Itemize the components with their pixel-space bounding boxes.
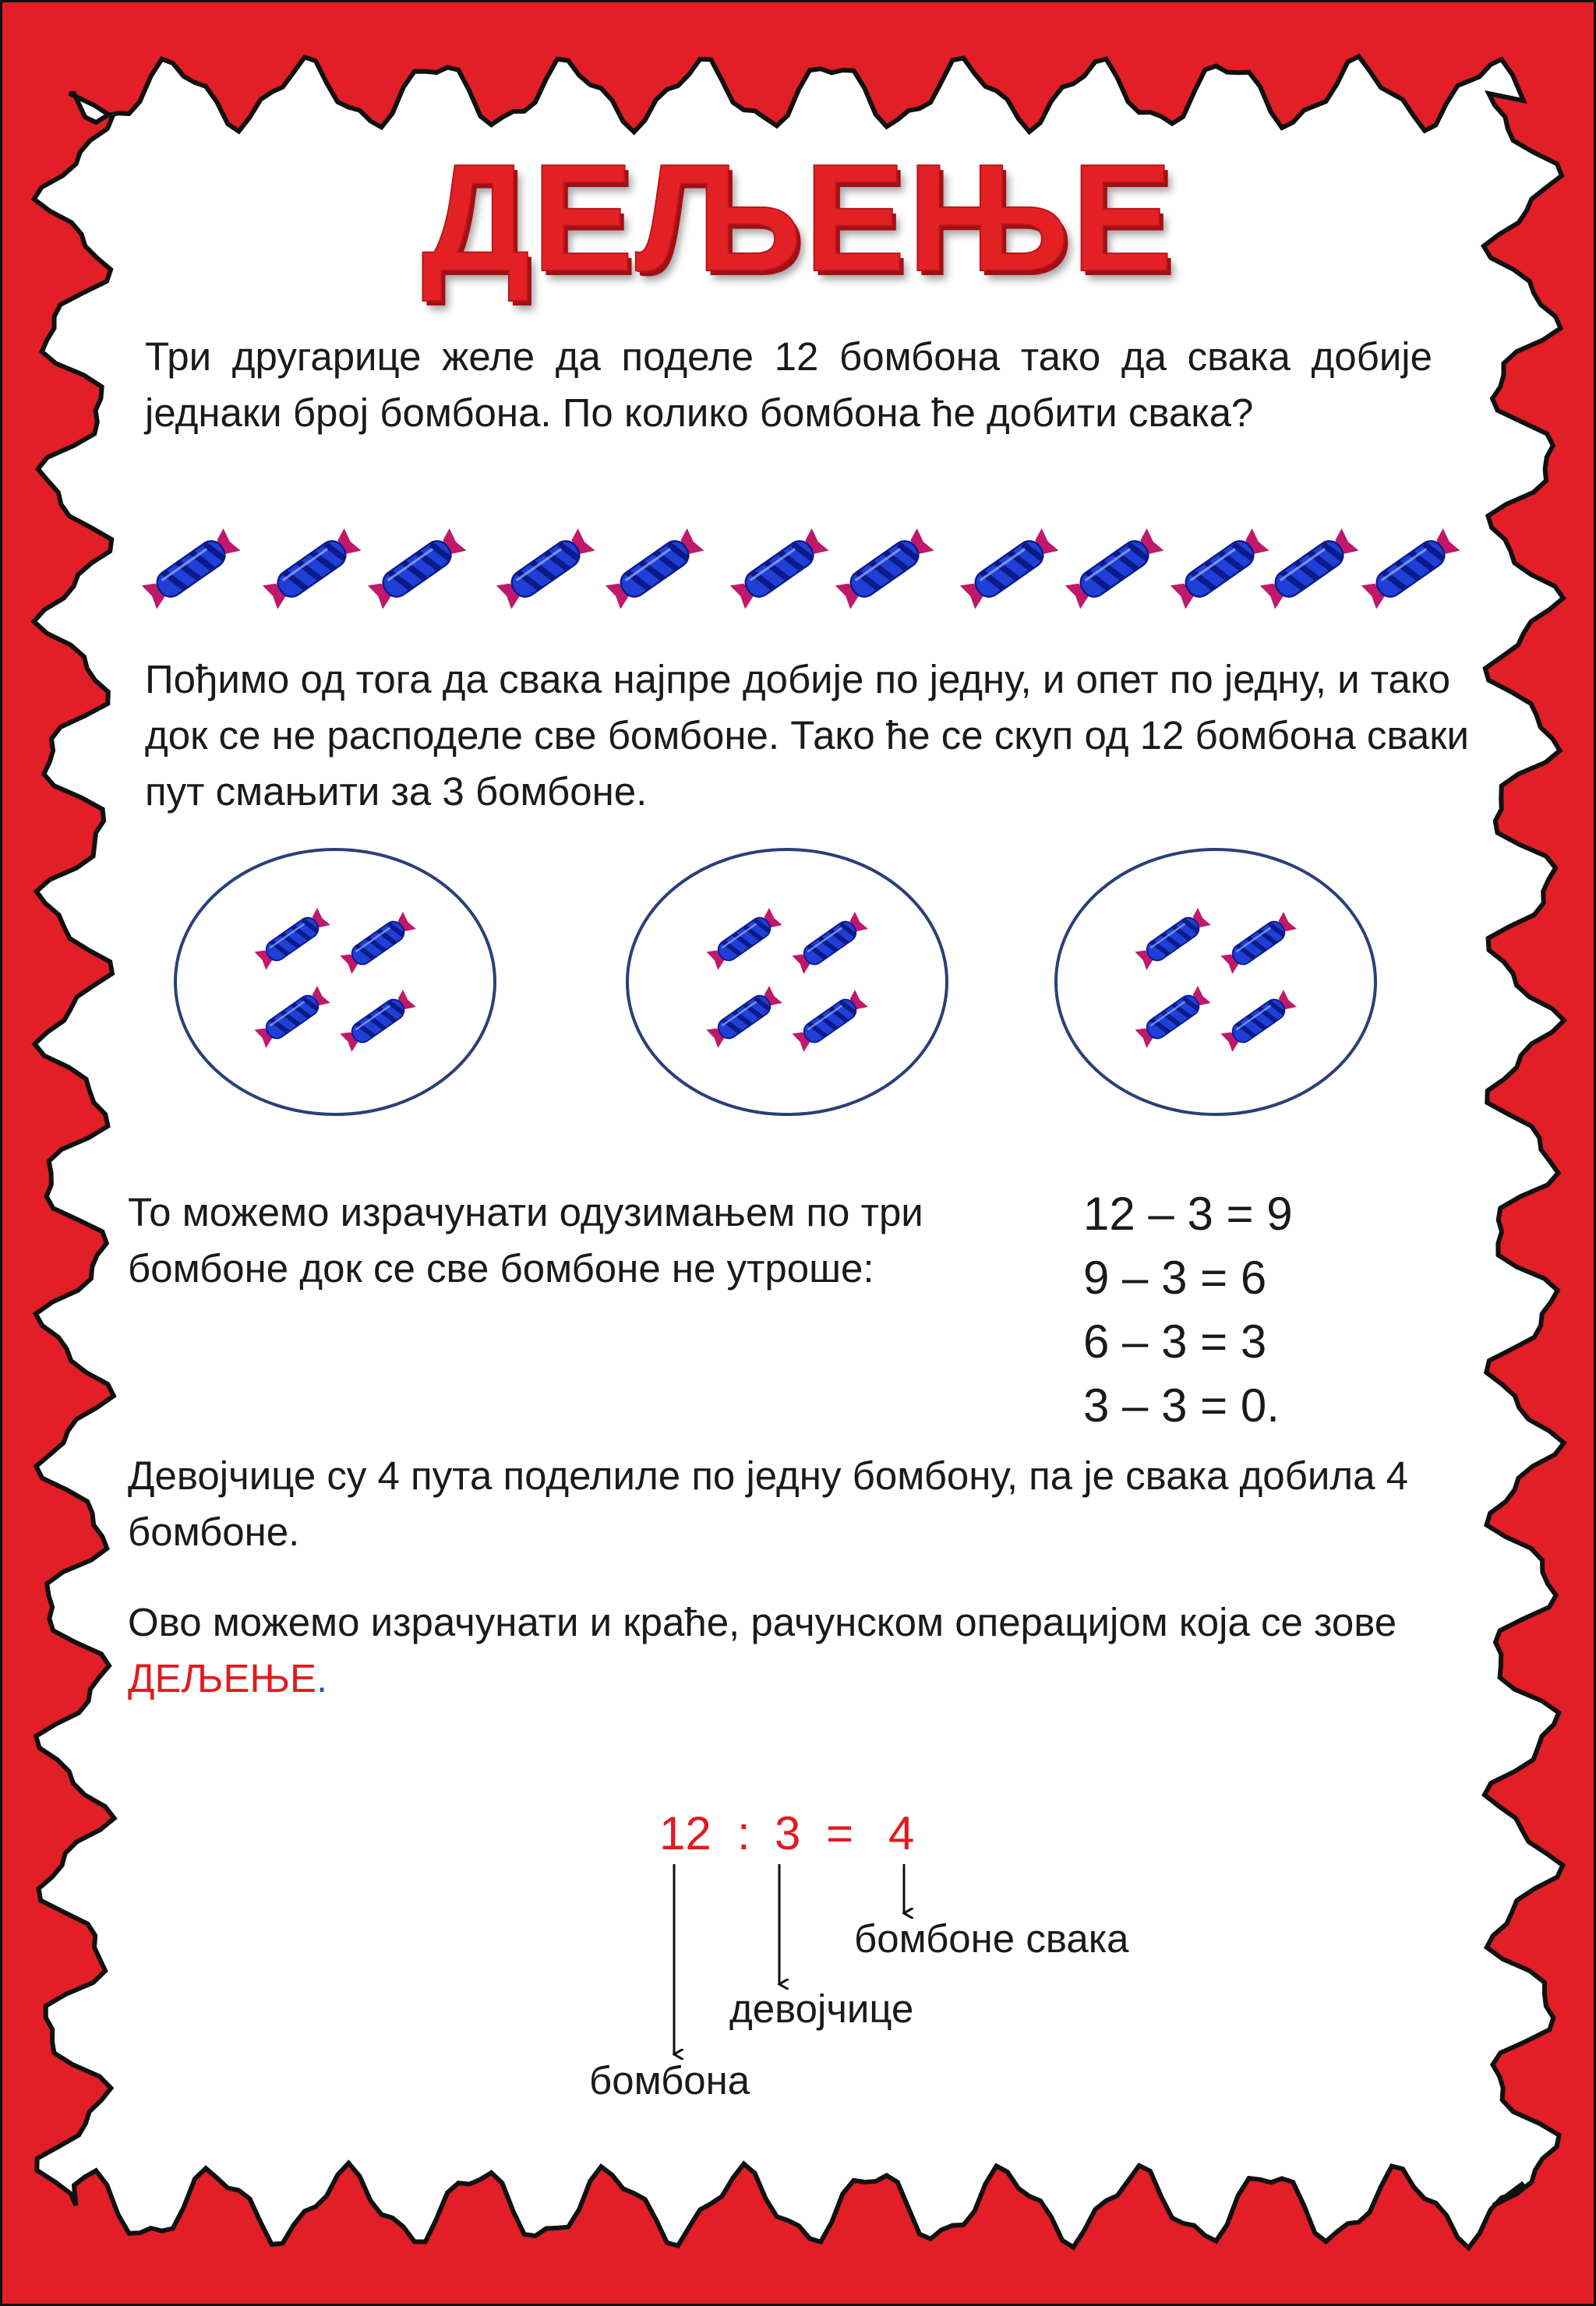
division-period: . <box>316 1656 328 1700</box>
divisor: 3 <box>775 1807 801 1859</box>
equation-1: 12 – 3 = 9 <box>1083 1188 1293 1240</box>
equation-2: 9 – 3 = 6 <box>1083 1252 1267 1304</box>
dividend: 12 <box>659 1807 711 1859</box>
problem-text: Три другарице желе да поделе 12 бомбона тако да свака добије једнаки број бомбона. По колико бомбона ће добити свака? <box>145 334 1432 435</box>
result-text: Девојчице су 4 пута поделиле по једну бомбону, па је свака добила 4 бомбоне. <box>128 1453 1409 1554</box>
divisor-label: девојчице <box>729 1986 914 2031</box>
dividend-label: бомбона <box>589 2058 750 2103</box>
equation-3: 6 – 3 = 3 <box>1083 1315 1267 1368</box>
page-title: ДЕЉЕЊЕ <box>421 132 1175 303</box>
division-word: ДЕЉЕЊЕ <box>128 1656 317 1700</box>
quotient-label: бомбоне свака <box>854 1916 1129 1961</box>
division-operator: : <box>737 1807 750 1859</box>
quotient: 4 <box>888 1807 915 1859</box>
explanation-text: Пођимо од тога да свака најпре добије по једну, и опет по једну, и тако док се не расподеле све бомбоне. Тако ће се скуп од 12 бомбона сваки пут смањити за 3 бомбоне. <box>145 657 1470 814</box>
equals-sign: = <box>826 1807 854 1859</box>
equation-4: 3 – 3 = 0. <box>1083 1379 1280 1432</box>
subtraction-text: То можемо израчунати одузимањем по три бомбоне док се све бомбоне не утроше: <box>128 1190 923 1291</box>
division-intro-text: Ово можемо израчунати и краће, рачунском операцијом која се зове <box>128 1600 1397 1644</box>
